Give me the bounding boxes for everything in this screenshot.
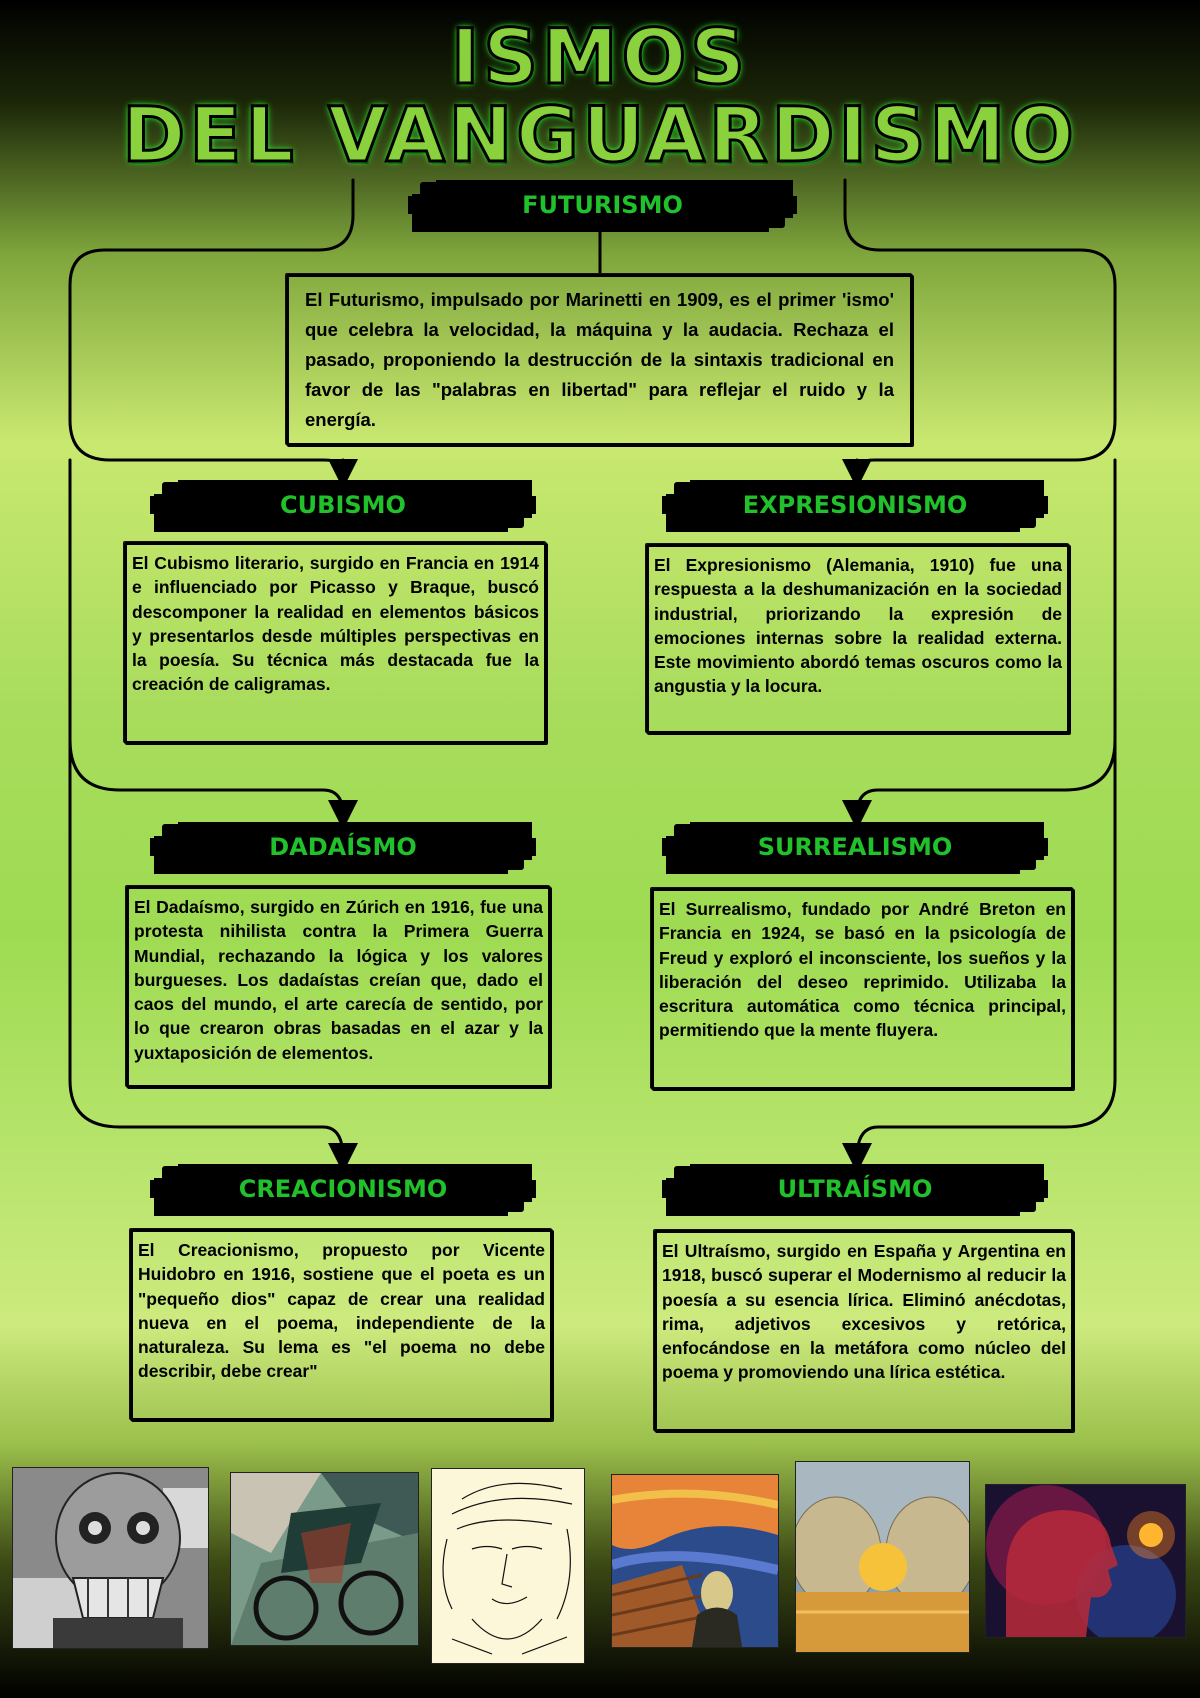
heading-cubismo: CUBISMO [162, 482, 524, 528]
dada-collage-skull-image [12, 1467, 209, 1649]
heading-ultraismo: ULTRAÍSMO [674, 1166, 1036, 1212]
title-line-2: DEL VANGUARDISMO [122, 90, 1078, 179]
futurist-cyclist-image [230, 1472, 419, 1646]
heading-futurismo: FUTURISMO [420, 182, 785, 228]
heading-dadaismo: DADAÍSMO [162, 824, 524, 870]
text-dadaismo: El Dadaísmo, surgido en Zúrich en 1916, fue una protesta nihilista contra la Primera Guerra Mundial, rechazando la lógica y los valores burgueses. Los dadaístas creían que, dado el caos del mundo, el arte carecía de sentido, por lo que crearon obras basadas en el azar y la yuxtaposición de elementos. [126, 886, 551, 1088]
text-cubismo: El Cubismo literario, surgido en Francia en 1914 e influenciado por Picasso y Braque, buscó descomponer la realidad en elementos básicos y presentarlos desde múltiples perspectivas en la poesía. Su técnica más destacada fue la creación de caligramas. [124, 542, 547, 744]
heading-expresionismo: EXPRESIONISMO [674, 482, 1036, 528]
heading-surrealismo: SURREALISMO [674, 824, 1036, 870]
title-line-1: ISMOS [451, 12, 749, 101]
text-creacionismo: El Creacionismo, propuesto por Vicente Huidobro en 1916, sostiene que el poeta es un "pequeño dios" capaz de crear una realidad nueva en el poema, independiente de la naturaleza. Su lema es "el poema no debe describir, debe crear" [130, 1229, 553, 1421]
text-surrealismo: El Surrealismo, fundado por André Breton en Francia en 1924, se basó en la psicología de Freud y exploró el inconsciente, los sueños y la liberación del deseo reprimido. Utilizaba la escritura automática como técnica principal, permitiendo que la mente fluyera. [651, 888, 1074, 1090]
calligram-portrait-image [431, 1468, 585, 1664]
text-futurismo: El Futurismo, impulsado por Marinetti en 1909, es el primer 'ismo' que celebra la velocidad, la máquina y la audacia. Rechaza el pasado, proponiendo la destrucción de la sintaxis tradicional en favor de las "palabras en libertad" para reflejar el ruido y la energía. [286, 274, 913, 446]
surreal-sun-landscape-image [795, 1461, 970, 1653]
cosmic-head-profile-image [985, 1484, 1186, 1638]
heading-creacionismo: CREACIONISMO [162, 1166, 524, 1212]
the-scream-image [611, 1474, 779, 1648]
text-expresionismo: El Expresionismo (Alemania, 1910) fue una respuesta a la deshumanización en la sociedad industrial, priorizando la expresión de emociones internas sobre la realidad externa. Este movimiento abordó temas oscuros como la angustia y la locura. [646, 544, 1070, 734]
text-ultraismo: El Ultraísmo, surgido en España y Argentina en 1918, buscó superar el Modernismo al reducir la poesía a su esencia lírica. Eliminó anécdotas, rima, adjetivos excesivos y retórica, enfocándose en la metáfora como núcleo del poema y promoviendo una lírica estética. [654, 1230, 1074, 1432]
